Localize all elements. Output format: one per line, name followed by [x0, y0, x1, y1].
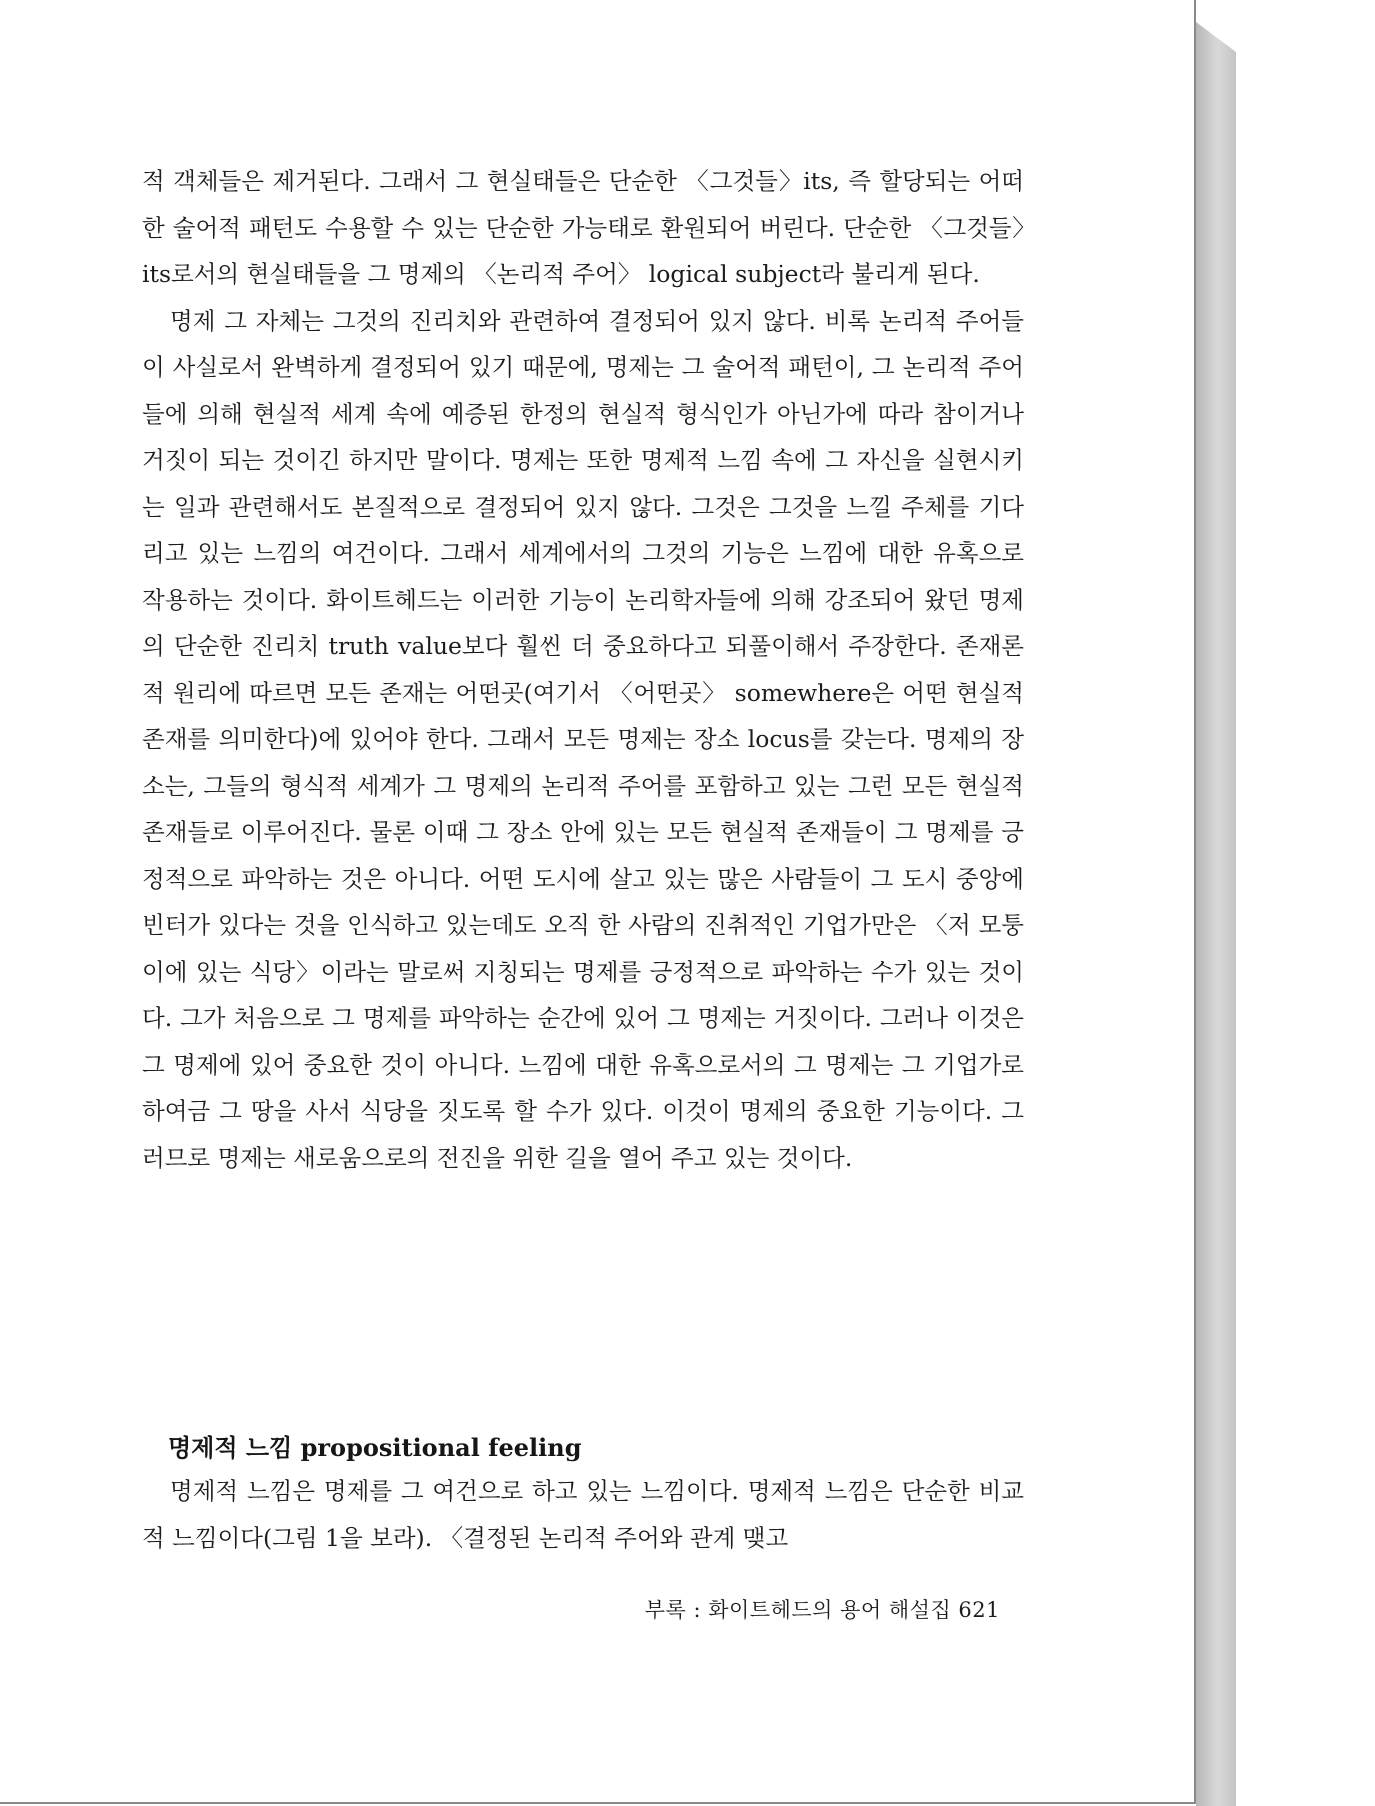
paragraph-1: 적 객체들은 제거된다. 그래서 그 현실태들은 단순한 〈그것들〉its, 즉 할당되는 어떠한 술어적 패턴도 수용할 수 있는 단순한 가능태로 환원되어 버린다. 단순한 〈그것들〉its로서의 현실태들을 그 명제의 〈논리적 주어〉 logical subject라 불리게 된다.	[142, 167, 1024, 288]
body-text	[142, 158, 1024, 1181]
page-edge-shadow	[1196, 22, 1236, 1806]
paragraph-3: 명제적 느낌은 명제를 그 여건으로 하고 있는 느낌이다. 명제적 느낌은 단순한 비교적 느낌이다(그림 1을 보라). 〈결정된 논리적 주어와 관계 맺고	[142, 1477, 1024, 1552]
section-heading: 명제적 느낌 propositional feeling	[168, 1433, 582, 1462]
page-footer: 부록 : 화이트헤드의 용어 해설집 621	[644, 1598, 1000, 1622]
body-text-continued	[142, 1468, 1024, 1561]
paragraph-2: 명제 그 자체는 그것의 진리치와 관련하여 결정되어 있지 않다. 비록 논리적 주어들이 사실로서 완벽하게 결정되어 있기 때문에, 명제는 그 술어적 패턴이, 그 논리적 주어들에 의해 현실적 세계 속에 예증된 한정의 현실적 형식인가 아닌가에 따라 참이거나 거짓이 되는 것이긴 하지만 말이다. 명제는 또한 명제적 느낌 속에 그 자신을 실현시키는 일과 관련해서도 본질적으로 결정되어 있지 않다. 그것은 그것을 느낄 주체를 기다리고 있는 느낌의 여건이다. 그래서 세계에서의 그것의 기능은 느낌에 대한 유혹으로 작용하는 것이다. 화이트헤드는 이러한 기능이 논리학자들에 의해 강조되어 왔던 명제의 단순한 진리치 truth value보다 훨씬 더 중요하다고 되풀이해서 주장한다. 존재론적 원리에 따르면 모든 존재는 어떤곳(여기서 〈어떤곳〉 somewhere은 어떤 현실적 존재를 의미한다)에 있어야 한다. 그래서 모든 명제는 장소 locus를 갖는다. 명제의 장소는, 그들의 형식적 세계가 그 명제의 논리적 주어를 포함하고 있는 그런 모든 현실적 존재들로 이루어진다. 물론 이때 그 장소 안에 있는 모든 현실적 존재들이 그 명제를 긍정적으로 파악하는 것은 아니다. 어떤 도시에 살고 있는 많은 사람들이 그 도시 중앙에 빈터가 있다는 것을 인식하고 있는데도 오직 한 사람의 진취적인 기업가만은 〈저 모퉁이에 있는 식당〉이라는 말로써 지칭되는 명제를 긍정적으로 파악하는 수가 있는 것이다. 그가 처음으로 그 명제를 파악하는 순간에 있어 그 명제는 거짓이다. 그러나 이것은 그 명제에 있어 중요한 것이 아니다. 느낌에 대한 유혹으로서의 그 명제는 그 기업가로 하여금 그 땅을 사서 식당을 짓도록 할 수가 있다. 이것이 명제의 중요한 기능이다. 그러므로 명제는 새로움으로의 전진을 위한 길을 열어 주고 있는 것이다.	[142, 306, 1024, 1172]
